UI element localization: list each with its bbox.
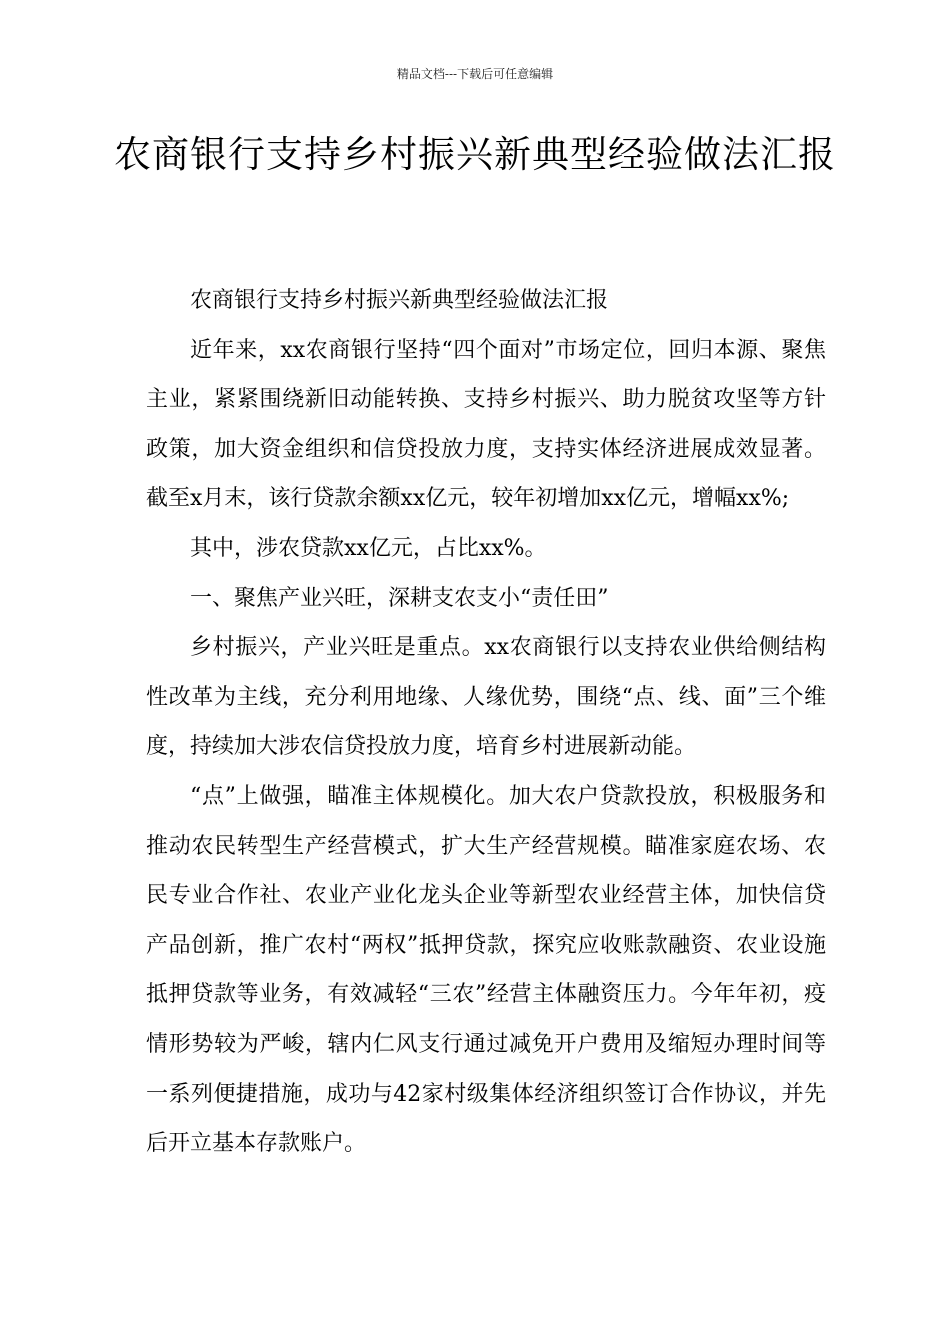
document-body <box>146 276 826 1169</box>
body-paragraph-intro: 近年来，xx农商银行坚持“四个面对”市场定位，回归本源、聚焦主业，紧紧围绕新旧动能转换、支持乡村振兴、助力脱贫攻坚等方针政策，加大资金组织和信贷投放力度，支持实体经济进展成效显著。截至x月末，该行贷款余额xx亿元，较年初增加xx亿元，增幅xx%; <box>146 337 826 512</box>
body-paragraph-point: “点”上做强，瞄准主体规模化。加大农户贷款投放，积极服务和推动农民转型生产经营模式，扩大生产经营规模。瞄准家庭农场、农民专业合作社、农业产业化龙头企业等新型农业经营主体，加快信贷产品创新，推广农村“两权”抵押贷款，探究应收账款融资、农业设施抵押贷款等业务，有效减轻“三农”经营主体融资压力。今年年初，疫情形势较为严峻，辖内仁风支行通过减免开户费用及缩短办理时间等一系列便捷措施，成功与42家村级集体经济组织签订合作协议，并先后开立基本存款账户。 <box>146 783 826 1157</box>
section-heading-1: 一、聚焦产业兴旺，深耕支农支小“责任田” <box>190 585 609 611</box>
body-paragraph-subtitle: 农商银行支持乡村振兴新典型经验做法汇报 <box>190 288 609 313</box>
header-note: 精品文档---下载后可任意编辑 <box>396 67 554 81</box>
body-paragraph-agri-loans: 其中，涉农贷款xx亿元，占比xx%。 <box>190 535 547 561</box>
body-paragraph-industry: 乡村振兴，产业兴旺是重点。xx农商银行以支持农业供给侧结构性改革为主线，充分利用地缘、人缘优势，围绕“点、线、面”三个维度，持续加大涉农信贷投放力度，培育乡村进展新动能。 <box>146 635 826 760</box>
document-title: 农商银行支持乡村振兴新典型经验做法汇报 <box>114 133 836 176</box>
